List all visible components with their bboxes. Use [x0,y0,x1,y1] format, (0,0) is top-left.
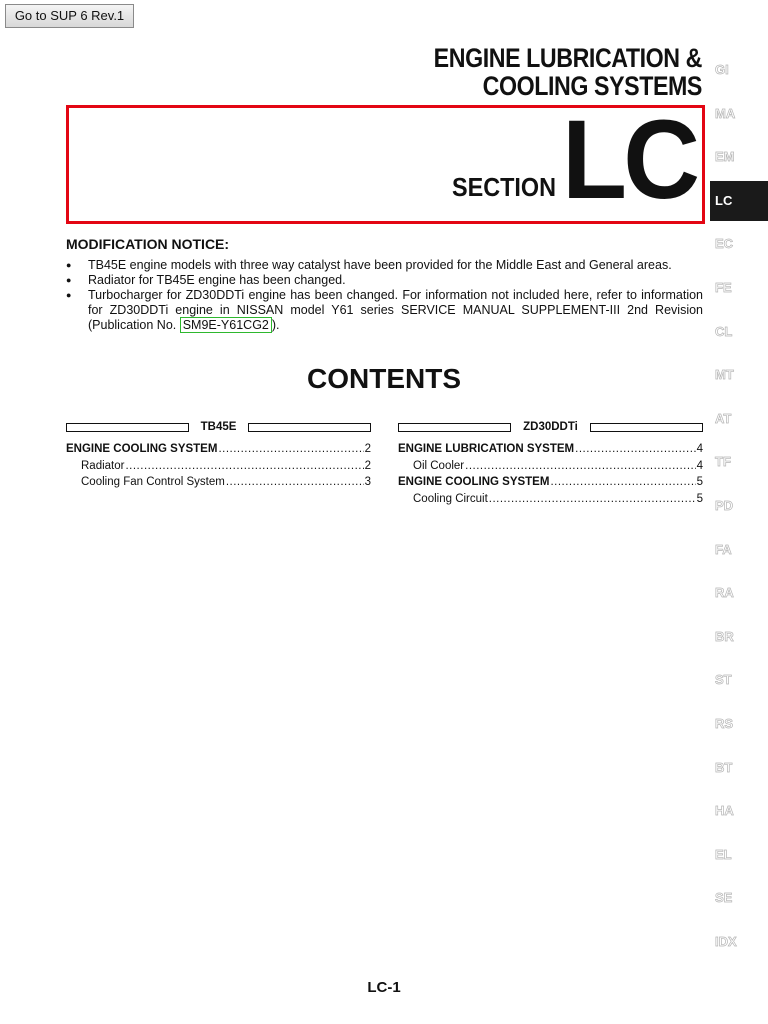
section-tab-fa[interactable]: FA [715,541,732,557]
header-bar [248,423,371,432]
toc-entry[interactable] [66,443,371,460]
toc-entry-label: Oil Cooler [413,459,465,472]
section-tab-idx[interactable]: IDX [715,934,737,949]
section-tab-rs[interactable]: RS [715,716,734,731]
toc-leader-dots [550,476,695,488]
toc-entry-label: ENGINE COOLING SYSTEM [398,476,550,488]
toc-entry-page: 3 [364,476,371,488]
title-line-1: ENGINE LUBRICATION & [433,43,702,73]
section-tab-se[interactable]: SE [715,890,733,906]
section-label: SECTION [452,172,557,202]
toc-entry-page: 5 [696,476,703,488]
section-tab-mt[interactable]: MT [715,367,734,383]
section-tab-ma[interactable]: MA [715,105,736,121]
section-tab-gi[interactable]: GI [715,62,729,77]
notice-item-text: Turbocharger for ZD30DDTi engine has been changed. For information not included here, refer to information for ZD30DDTi engine in NISSAN model Y61 series SERVICE MANUAL SUPPLEMENT-III 2nd Revision (Publication No. [88,288,703,332]
section-tab-em[interactable]: EM [715,149,735,165]
toc-entry-page: 4 [696,459,703,472]
section-tab-lc[interactable]: LC [710,181,768,221]
toc-leader-dots [125,460,363,472]
header-bar [66,423,189,432]
section-tab-el[interactable]: EL [715,846,732,862]
toc-entry-page: 2 [364,443,371,455]
toc-leader-dots [465,460,695,472]
toc-entry[interactable] [398,476,703,493]
toc-leader-dots [575,443,695,455]
page-title [434,44,702,100]
section-tab-at[interactable]: AT [715,410,732,426]
notice-item: ● TB45E engine models with three way catalyst have been provided for the Middle East and General areas. [66,258,703,273]
goto-sup-button[interactable]: Go to SUP 6 Rev.1 [5,4,134,28]
notice-item-text-end: ). [271,318,280,332]
toc-entry-page: 4 [696,443,703,455]
toc-entry-label: ENGINE LUBRICATION SYSTEM [398,443,575,455]
toc-entry[interactable] [398,493,703,510]
toc-entry-page: 5 [696,492,703,505]
section-tab-cl[interactable]: CL [715,323,733,339]
toc-leader-dots [226,476,364,488]
modification-notice-heading: MODIFICATION NOTICE: [66,236,230,252]
toc-entries [398,443,703,509]
section-tab-ec[interactable]: EC [715,236,734,252]
title-line-2: COOLING SYSTEMS [482,71,702,101]
section-tab-st[interactable]: ST [715,672,732,688]
contents-heading: CONTENTS [307,363,461,394]
page-number: LC-1 [367,979,401,996]
toc-entry-label: Cooling Fan Control System [81,476,225,488]
toc-column-tb45e [66,420,371,493]
toc-column-header [66,420,371,434]
publication-link[interactable]: SM9E-Y61CG2 [180,317,272,333]
section-tab-br[interactable]: BR [715,628,734,644]
section-tab-bt[interactable]: BT [715,759,733,775]
toc-column-header [398,420,703,434]
toc-entry[interactable] [398,460,703,477]
modification-notice-list [66,258,703,333]
toc-leader-dots [489,493,696,505]
section-tab-tf[interactable]: TF [715,454,731,470]
header-bar [398,423,511,432]
toc-entry[interactable] [66,460,371,477]
section-tab-fe[interactable]: FE [715,280,732,295]
header-bar [590,423,703,432]
toc-leader-dots [218,443,363,455]
toc-entry-label: Cooling Circuit [413,492,488,505]
notice-item: ● Radiator for TB45E engine has been changed. [66,273,703,288]
notice-item [66,288,703,333]
toc-column-zd30ddti [398,420,703,509]
section-tab-ha[interactable]: HA [715,803,734,819]
section-code: LC [562,97,697,222]
toc-entry-label: ENGINE COOLING SYSTEM [66,443,218,455]
toc-entry[interactable] [398,443,703,460]
toc-entry-label: Radiator [81,459,125,472]
toc-entry-page: 2 [364,459,371,472]
toc-entries [66,443,371,493]
toc-entry[interactable] [66,476,371,493]
section-tab-pd[interactable]: PD [715,498,734,513]
section-tab-ra[interactable]: RA [715,585,734,601]
engine-label: ZD30DDTi [523,421,578,433]
engine-label: TB45E [200,421,237,433]
